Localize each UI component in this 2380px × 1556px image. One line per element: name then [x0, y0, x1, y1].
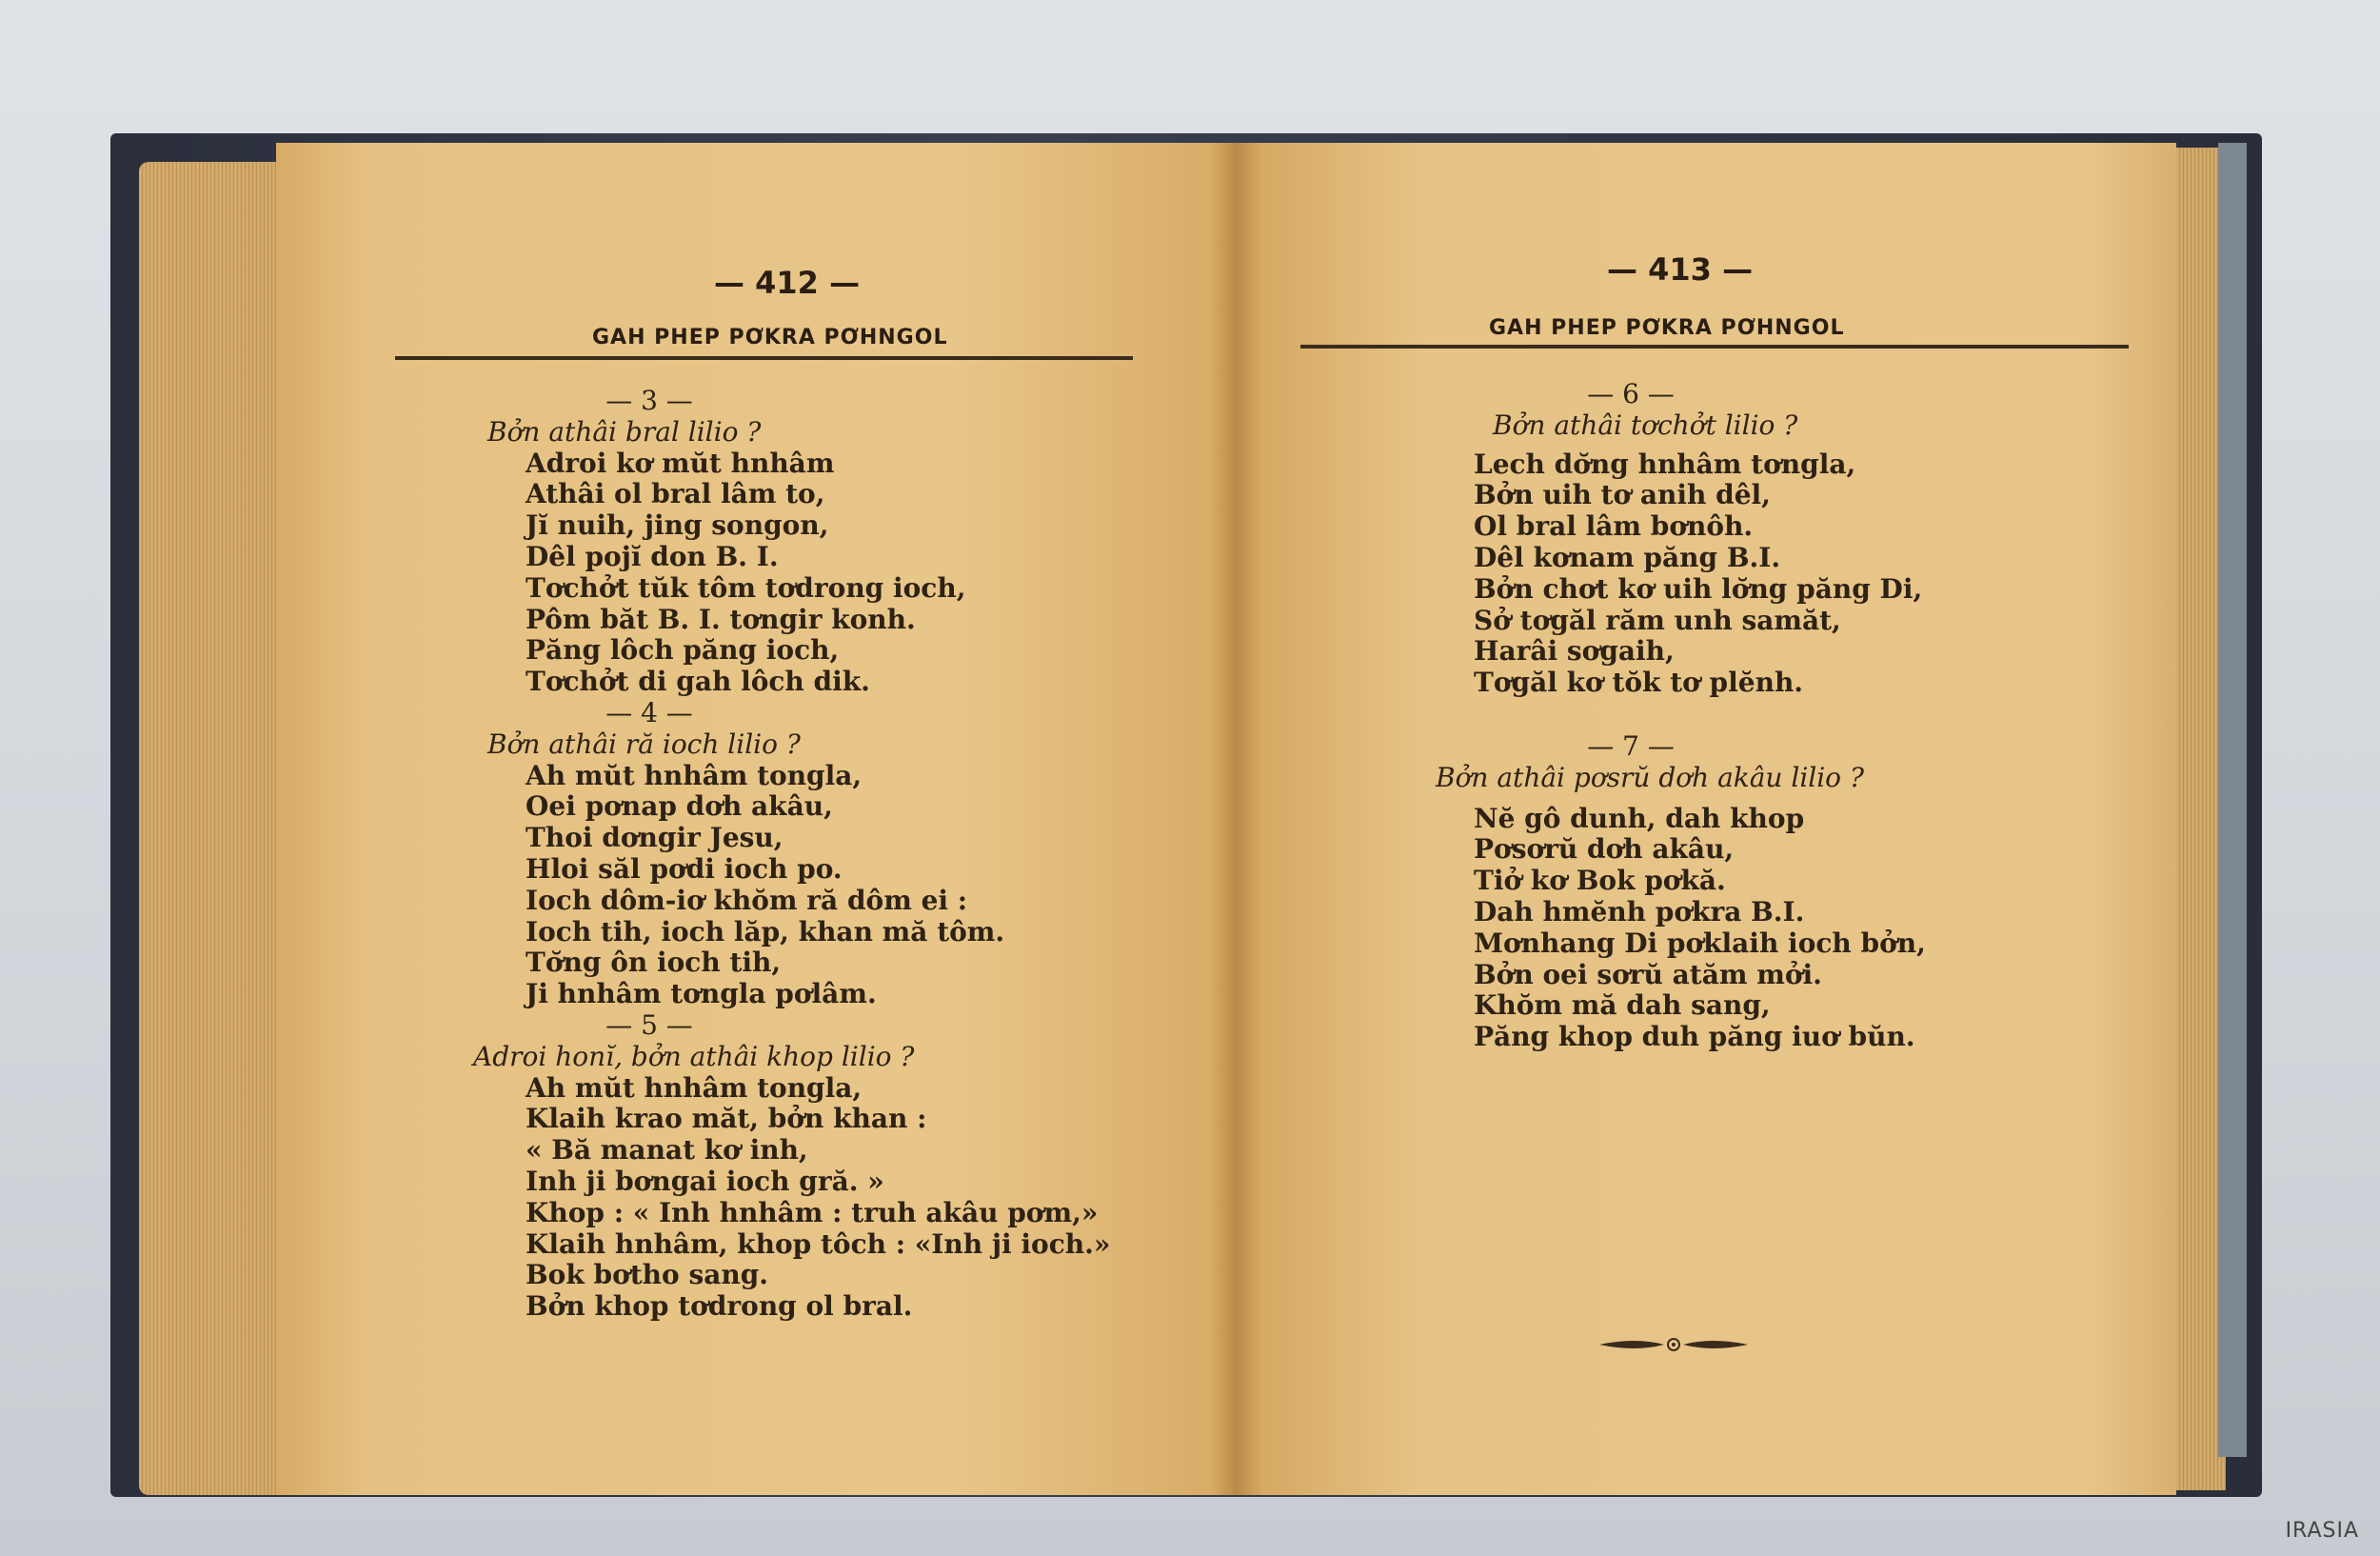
text-line: Mơnhang Di pơklaih ioch bởn, — [1474, 927, 1926, 959]
question-line: Bởn athâi ră ioch lilio ? — [487, 728, 801, 760]
page-number: — 412 — — [714, 265, 861, 301]
text-line: Adroi kơ mŭt hnhâm — [526, 447, 835, 479]
text-line: Dêl pojĭ don B. I. — [526, 540, 779, 572]
cover-strip — [2218, 143, 2247, 1457]
text-line: Thoi dơngir Jesu, — [526, 822, 783, 854]
question-line: Bởn athâi tơchởt lilio ? — [1493, 409, 1798, 441]
text-line: Tiở kơ Bok pơkă. — [1474, 865, 1726, 897]
text-line: Khop : « Inh hnhâm : truh akâu pơm,» — [526, 1196, 1099, 1228]
section-number: — 4 — — [605, 696, 693, 728]
text-line: Păng lôch păng ioch, — [526, 634, 840, 667]
text-line: Dêl kơnam păng B.I. — [1474, 541, 1781, 573]
text-line: Tơgăl kơ tŏk tơ plĕnh. — [1474, 667, 1804, 699]
text-line: Tơ̆ng ôn ioch tih, — [526, 947, 782, 979]
text-line: Klaih krao măt, bởn khan : — [526, 1103, 927, 1135]
question-line: Adroi honĭ, bởn athâi khop lilio ? — [473, 1040, 915, 1072]
header-rule — [395, 356, 1133, 360]
text-line: Tơchởt di gah lôch dik. — [526, 666, 870, 698]
text-line: Ji hnhâm tơngla pơlâm. — [526, 978, 877, 1010]
text-line: Ioch dôm-iơ khŏm ră dôm ei : — [526, 884, 968, 916]
page-number: — 413 — — [1607, 251, 1754, 288]
text-line: Bởn uih tơ anih dêl, — [1474, 479, 1771, 511]
text-line: Khŏm mă dah sang, — [1474, 989, 1771, 1022]
text-line: Dah hmĕnh pơkra B.I. — [1474, 895, 1805, 928]
text-line: Bởn oei sơrŭ atăm mởi. — [1474, 958, 1822, 990]
text-line: Inh ji bơngai ioch gră. » — [526, 1165, 884, 1197]
stanza-gap — [1474, 699, 2121, 731]
text-line: Pơsơrŭ dơh akâu, — [1474, 833, 1735, 866]
text-line: Păng khop duh păng iuơ bŭn. — [1474, 1021, 1915, 1053]
text-line: Tơchởt tŭk tôm tơdrong ioch, — [526, 571, 966, 604]
text-line: Ioch tih, ioch lăp, khan mă tôm. — [526, 915, 1005, 948]
text-line: Nĕ gô dunh, dah khop — [1474, 802, 1805, 834]
running-header: GAH PHEP PƠKRA PƠHNGOL — [1489, 316, 1845, 340]
text-line: Lech dơ̆ng hnhâm tơngla, — [1474, 448, 1856, 480]
text-line: « Bă manat kơ inh, — [526, 1134, 808, 1167]
text-line: Jĭ nuih, jing songon, — [526, 509, 829, 542]
running-header: GAH PHEP PƠKRA PƠHNGOL — [592, 326, 948, 349]
end-ornament-icon — [1597, 1333, 1750, 1356]
text-line: Hloi săl pơdi ioch po. — [526, 852, 843, 885]
left-text-block — [473, 385, 1192, 1323]
section-number: — 5 — — [605, 1008, 693, 1041]
text-line: Bởn chơt kơ uih lơ̆ng păng Di, — [1474, 572, 1923, 605]
right-text-block — [1436, 378, 2121, 1053]
text-line: Bởn khop tơdrong ol bral. — [526, 1290, 913, 1323]
text-line: Sở tơgăl răm unh samăt, — [1474, 604, 1841, 636]
text-line: Klaih hnhâm, khop tôch : «Inh ji ioch.» — [526, 1227, 1111, 1260]
watermark-label: IRASIA — [2285, 1519, 2359, 1543]
text-line: Harâi sơgaih, — [1474, 635, 1675, 668]
page-stack-left — [139, 162, 291, 1495]
text-line: Ah mŭt hnhâm tongla, — [526, 1071, 863, 1104]
question-line: Bởn athâi pơsrŭ dơh akâu lilio ? — [1436, 761, 1864, 793]
text-line: Ol bral lâm bơnôh. — [1474, 510, 1754, 543]
text-line: Athâi ol bral lâm to, — [526, 478, 825, 510]
text-line: Bok bơtho sang. — [526, 1259, 769, 1291]
header-rule — [1300, 345, 2129, 349]
left-page — [276, 143, 1238, 1495]
question-line: Bởn athâi bral lilio ? — [487, 415, 762, 448]
section-number: — 6 — — [1587, 378, 1675, 409]
text-line: Ah mŭt hnhâm tongla, — [526, 759, 863, 791]
right-page — [1234, 143, 2176, 1495]
section-number: — 3 — — [605, 385, 693, 416]
text-line: Oei pơnap dơh akâu, — [526, 790, 833, 823]
section-number: — 7 — — [1587, 729, 1675, 762]
text-line: Pôm băt B. I. tơngir konh. — [526, 603, 916, 635]
